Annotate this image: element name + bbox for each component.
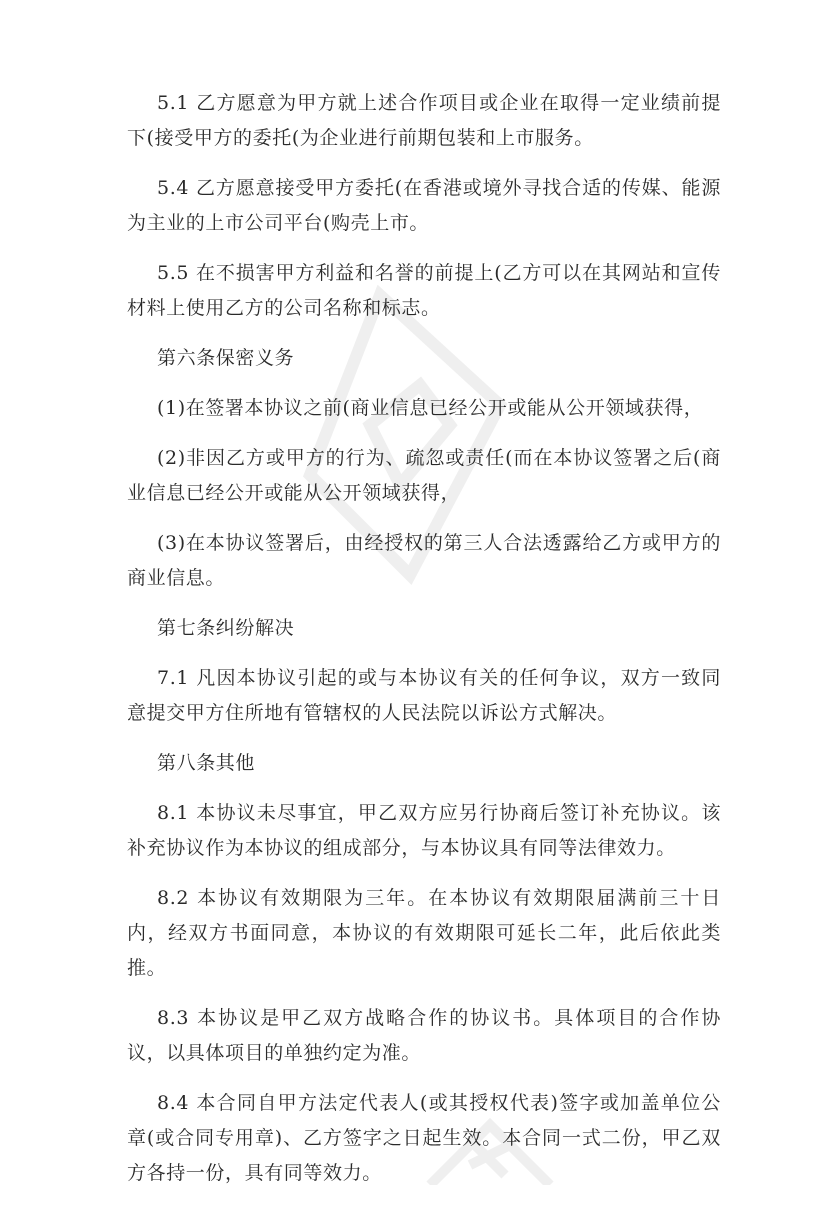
clause-5-5: 5.5 在不损害甲方利益和名誉的前提上(乙方可以在其网站和宣传材料上使用乙方的公司名称和标志。 bbox=[127, 262, 721, 319]
section-heading-dispute: 第七条纠纷解决 bbox=[157, 617, 295, 639]
clause-6-1: (1)在签署本协议之前(商业信息已经公开或能从公开领域获得， bbox=[157, 397, 704, 419]
section-heading-confidentiality: 第六条保密义务 bbox=[157, 347, 295, 369]
clause-6-3: (3)在本协议签署后，由经授权的第三人合法透露给乙方或甲方的商业信息。 bbox=[127, 532, 721, 589]
clause-8-3: 8.3 本协议是甲乙双方战略合作的协议书。具体项目的合作协议，以具体项目的单独约定为准。 bbox=[127, 1007, 721, 1064]
clause-8-1: 8.1 本协议未尽事宜，甲乙双方应另行协商后签订补充协议。该补充协议作为本协议的组成部分，与本协议具有同等法律效力。 bbox=[127, 802, 721, 859]
clause-5-4: 5.4 乙方愿意接受甲方委托(在香港或境外寻找合适的传媒、能源为主业的上市公司平台(购壳上市。 bbox=[127, 177, 721, 234]
clause-8-4: 8.4 本合同自甲方法定代表人(或其授权代表)签字或加盖单位公章(或合同专用章)、乙方签字之日起生效。本合同一式二份，甲乙双方各持一份，具有同等效力。 bbox=[127, 1092, 721, 1184]
clause-7-1: 7.1 凡因本协议引起的或与本协议有关的任何争议，双方一致同意提交甲方住所地有管辖权的人民法院以诉讼方式解决。 bbox=[127, 667, 721, 724]
clause-5-1: 5.1 乙方愿意为甲方就上述合作项目或企业在取得一定业绩前提下(接受甲方的委托(为企业进行前期包装和上市服务。 bbox=[127, 92, 721, 149]
clause-6-2: (2)非因乙方或甲方的行为、疏忽或责任(而在本协议签署之后(商业信息已经公开或能从公开领域获得， bbox=[127, 447, 721, 504]
clause-8-2: 8.2 本协议有效期限为三年。在本协议有效期限届满前三十日内，经双方书面同意，本协议的有效期限可延长二年，此后依此类推。 bbox=[127, 887, 721, 979]
document-body bbox=[127, 86, 721, 1206]
section-heading-other: 第八条其他 bbox=[157, 752, 256, 774]
